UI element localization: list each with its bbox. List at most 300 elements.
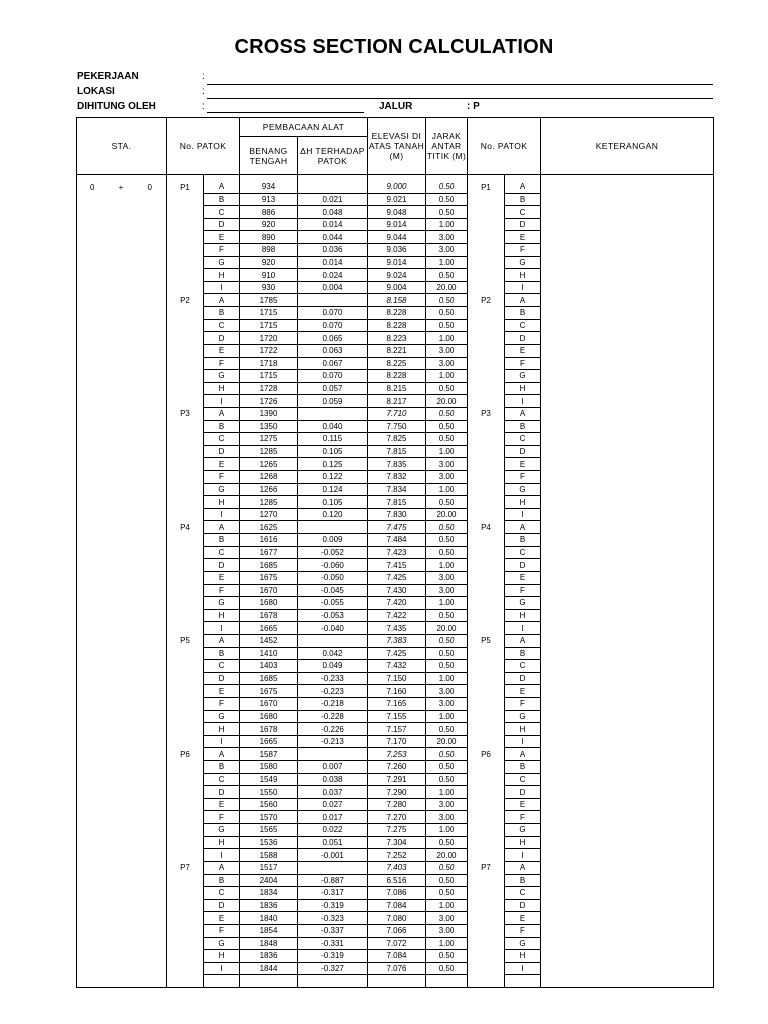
cell-elevasi: 7.425 (368, 571, 426, 584)
cell-keterangan (541, 824, 714, 837)
cell-patok-right (468, 382, 505, 395)
cell-patok-right (468, 672, 505, 685)
col-delta-h: ΔH TERHADAP PATOK (298, 137, 368, 175)
cell-sta (77, 811, 167, 824)
cell-elevasi: 6.516 (368, 874, 426, 887)
cell-benang: 1560 (240, 798, 298, 811)
cell-sta (77, 622, 167, 635)
cell-sta (77, 950, 167, 963)
cell-jarak: 0.50 (426, 634, 468, 647)
cell-benang: 1726 (240, 395, 298, 408)
cell-keterangan (541, 685, 714, 698)
cell-point: B (204, 420, 240, 433)
cell-point-right: E (505, 231, 541, 244)
cell-point: G (204, 937, 240, 950)
cell-patok (167, 496, 204, 509)
table-row (77, 332, 714, 345)
cell-point: F (204, 357, 240, 370)
cell-keterangan (541, 710, 714, 723)
cell-patok (167, 622, 204, 635)
cell-patok-right: P2 (468, 294, 505, 307)
cell-point: I (204, 395, 240, 408)
cell-point-right: C (505, 206, 541, 219)
cell-sta (77, 206, 167, 219)
cell-point: H (204, 609, 240, 622)
cell-patok: P5 (167, 634, 204, 647)
cell-keterangan (541, 395, 714, 408)
cell-benang: 1854 (240, 924, 298, 937)
cell-elevasi: 7.435 (368, 622, 426, 635)
cell-elevasi: 8.221 (368, 344, 426, 357)
cell-patok-right (468, 307, 505, 320)
cell-sta (77, 660, 167, 673)
cell-keterangan (541, 748, 714, 761)
cell-sta (77, 849, 167, 862)
cell-keterangan (541, 660, 714, 673)
cell-sta (77, 924, 167, 937)
col-no-patok: No. PATOK (167, 118, 240, 175)
cell-keterangan (541, 445, 714, 458)
cell-point: I (204, 735, 240, 748)
cell-benang: 1836 (240, 950, 298, 963)
cell-empty (368, 975, 426, 988)
cell-empty (468, 975, 505, 988)
table-row (77, 357, 714, 370)
cell-sta (77, 244, 167, 257)
cell-elevasi: 8.217 (368, 395, 426, 408)
cell-patok-right (468, 496, 505, 509)
cell-benang: 1665 (240, 622, 298, 635)
cell-benang: 1844 (240, 962, 298, 975)
cell-keterangan (541, 483, 714, 496)
cell-empty (505, 975, 541, 988)
cell-patok (167, 332, 204, 345)
cell-sta (77, 445, 167, 458)
cell-benang: 1720 (240, 332, 298, 345)
cell-patok (167, 344, 204, 357)
cell-jarak: 1.00 (426, 370, 468, 383)
table-row (77, 521, 714, 534)
cell-keterangan (541, 962, 714, 975)
cell-point: G (204, 824, 240, 837)
cell-patok-right (468, 912, 505, 925)
cell-sta (77, 697, 167, 710)
cell-benang: 920 (240, 256, 298, 269)
cell-patok (167, 609, 204, 622)
cell-keterangan (541, 937, 714, 950)
cell-benang: 1670 (240, 697, 298, 710)
cross-section-table (76, 117, 714, 988)
cell-benang: 1285 (240, 496, 298, 509)
cell-empty (77, 975, 167, 988)
cell-point: I (204, 281, 240, 294)
cell-empty (167, 975, 204, 988)
cell-point: I (204, 849, 240, 862)
cell-delta: 0.067 (298, 357, 368, 370)
cell-benang: 1285 (240, 445, 298, 458)
cell-jarak: 3.00 (426, 798, 468, 811)
cell-elevasi: 7.086 (368, 887, 426, 900)
cell-sta (77, 584, 167, 597)
cell-keterangan (541, 950, 714, 963)
cell-patok (167, 773, 204, 786)
cell-elevasi: 7.815 (368, 496, 426, 509)
cell-point-right: E (505, 912, 541, 925)
cell-delta: -0.055 (298, 597, 368, 610)
table-row (77, 382, 714, 395)
lokasi-field[interactable] (207, 98, 713, 99)
cell-sta (77, 786, 167, 799)
cell-point-right: A (505, 407, 541, 420)
cell-point: F (204, 244, 240, 257)
cell-elevasi: 7.475 (368, 521, 426, 534)
cell-point: I (204, 508, 240, 521)
cell-patok-right (468, 710, 505, 723)
cell-patok-right (468, 811, 505, 824)
cell-delta (298, 407, 368, 420)
pekerjaan-field[interactable] (207, 84, 713, 85)
cell-benang: 1840 (240, 912, 298, 925)
table-row (77, 407, 714, 420)
cell-patok-right (468, 836, 505, 849)
cell-jarak: 0.50 (426, 181, 468, 193)
cell-patok (167, 256, 204, 269)
table-row (77, 685, 714, 698)
cell-jarak: 0.50 (426, 950, 468, 963)
cell-patok-right (468, 281, 505, 294)
cell-patok (167, 735, 204, 748)
cell-patok-right (468, 256, 505, 269)
cell-elevasi: 7.830 (368, 508, 426, 521)
cell-jarak: 0.50 (426, 609, 468, 622)
cell-delta: 0.017 (298, 811, 368, 824)
cell-delta: -0.218 (298, 697, 368, 710)
table-row (77, 269, 714, 282)
cell-point-right: E (505, 685, 541, 698)
cell-point: E (204, 912, 240, 925)
cell-delta: -0.327 (298, 962, 368, 975)
cell-delta: 0.063 (298, 344, 368, 357)
table-row (77, 395, 714, 408)
cell-jarak: 3.00 (426, 571, 468, 584)
cell-benang: 2404 (240, 874, 298, 887)
cell-sta (77, 294, 167, 307)
cell-point: D (204, 672, 240, 685)
cell-sta (77, 471, 167, 484)
cell-patok-right (468, 798, 505, 811)
cell-elevasi: 9.004 (368, 281, 426, 294)
cell-keterangan (541, 849, 714, 862)
cell-patok-right (468, 218, 505, 231)
cell-point: D (204, 899, 240, 912)
cell-delta: 0.037 (298, 786, 368, 799)
cell-delta: 0.120 (298, 508, 368, 521)
cell-jarak: 0.50 (426, 269, 468, 282)
cell-benang: 1675 (240, 571, 298, 584)
cell-elevasi: 8.228 (368, 370, 426, 383)
cell-delta: 0.070 (298, 307, 368, 320)
cell-patok-right (468, 269, 505, 282)
cell-elevasi: 7.425 (368, 647, 426, 660)
cell-elevasi: 7.423 (368, 546, 426, 559)
cell-sta (77, 937, 167, 950)
cell-delta: 0.049 (298, 660, 368, 673)
cell-point-right: D (505, 218, 541, 231)
cell-benang: 1517 (240, 861, 298, 874)
cell-patok (167, 710, 204, 723)
cell-keterangan (541, 584, 714, 597)
cell-sta (77, 723, 167, 736)
cell-patok (167, 697, 204, 710)
cell-patok: P4 (167, 521, 204, 534)
cell-delta: -0.317 (298, 887, 368, 900)
cell-patok: P2 (167, 294, 204, 307)
cell-point-right: E (505, 571, 541, 584)
cell-benang: 898 (240, 244, 298, 257)
cell-delta: -0.040 (298, 622, 368, 635)
table-row (77, 647, 714, 660)
cell-point-right: B (505, 534, 541, 547)
cell-patok-right (468, 370, 505, 383)
cell-patok (167, 672, 204, 685)
cell-point: A (204, 634, 240, 647)
cell-elevasi: 8.215 (368, 382, 426, 395)
table-row (77, 874, 714, 887)
cell-delta: -0.319 (298, 950, 368, 963)
cell-point: C (204, 433, 240, 446)
cell-delta: 0.065 (298, 332, 368, 345)
cell-point-right: A (505, 181, 541, 193)
cell-benang: 1550 (240, 786, 298, 799)
cell-patok-right (468, 937, 505, 950)
cell-point-right: H (505, 723, 541, 736)
cell-point-right: B (505, 420, 541, 433)
cell-sta (77, 534, 167, 547)
cell-point: E (204, 231, 240, 244)
cell-elevasi: 7.415 (368, 559, 426, 572)
cell-sta (77, 382, 167, 395)
cell-point-right: I (505, 508, 541, 521)
sta-plus: + (118, 182, 124, 192)
cell-elevasi: 7.825 (368, 433, 426, 446)
cell-sta (77, 546, 167, 559)
cell-keterangan (541, 344, 714, 357)
cell-jarak: 0.50 (426, 319, 468, 332)
cell-elevasi: 7.291 (368, 773, 426, 786)
table-row (77, 181, 714, 193)
cell-keterangan (541, 319, 714, 332)
cell-elevasi: 9.044 (368, 231, 426, 244)
cell-patok-right (468, 344, 505, 357)
table-row (77, 256, 714, 269)
cell-delta (298, 294, 368, 307)
pekerjaan-label: PEKERJAAN (77, 71, 139, 82)
cell-elevasi: 8.223 (368, 332, 426, 345)
table-row (77, 861, 714, 874)
cell-elevasi: 7.157 (368, 723, 426, 736)
cell-elevasi: 7.383 (368, 634, 426, 647)
cell-point-right: A (505, 748, 541, 761)
cell-patok-right (468, 231, 505, 244)
cell-keterangan (541, 786, 714, 799)
cell-sta (77, 710, 167, 723)
cell-sta (77, 218, 167, 231)
cell-jarak: 20.00 (426, 395, 468, 408)
cell-benang: 1834 (240, 887, 298, 900)
cell-benang: 1565 (240, 824, 298, 837)
cell-elevasi: 7.160 (368, 685, 426, 698)
cell-jarak: 3.00 (426, 811, 468, 824)
cell-patok-right (468, 786, 505, 799)
cell-patok-right (468, 571, 505, 584)
cell-benang: 1588 (240, 849, 298, 862)
cell-elevasi: 9.014 (368, 256, 426, 269)
cell-sta (77, 748, 167, 761)
cell-point-right: G (505, 597, 541, 610)
cell-sta (77, 458, 167, 471)
cell-point: E (204, 458, 240, 471)
cell-sta (77, 269, 167, 282)
cell-benang: 1275 (240, 433, 298, 446)
cell-delta: 0.042 (298, 647, 368, 660)
cell-patok (167, 836, 204, 849)
table-row (77, 319, 714, 332)
cell-benang: 1677 (240, 546, 298, 559)
cell-benang: 1715 (240, 307, 298, 320)
cell-benang: 1270 (240, 508, 298, 521)
table-row (77, 849, 714, 862)
cell-delta: 0.057 (298, 382, 368, 395)
cell-delta: 0.021 (298, 193, 368, 206)
cell-jarak: 0.50 (426, 534, 468, 547)
table-row (77, 723, 714, 736)
table-row (77, 559, 714, 572)
cell-benang: 1452 (240, 634, 298, 647)
cell-benang: 1350 (240, 420, 298, 433)
cell-elevasi: 7.430 (368, 584, 426, 597)
table-row (77, 231, 714, 244)
cell-jarak: 0.50 (426, 773, 468, 786)
cell-patok-right (468, 950, 505, 963)
cell-sta (77, 319, 167, 332)
table-row (77, 534, 714, 547)
cell-sta (77, 307, 167, 320)
cell-point: A (204, 407, 240, 420)
cell-sta (77, 496, 167, 509)
cell-benang: 934 (240, 181, 298, 193)
cell-point: E (204, 685, 240, 698)
cell-delta (298, 521, 368, 534)
cell-patok (167, 357, 204, 370)
cell-elevasi: 7.275 (368, 824, 426, 837)
cell-benang: 1678 (240, 609, 298, 622)
cell-patok (167, 798, 204, 811)
cell-elevasi: 7.290 (368, 786, 426, 799)
table-row (77, 571, 714, 584)
cell-patok (167, 685, 204, 698)
cell-delta: -0.050 (298, 571, 368, 584)
cell-keterangan (541, 811, 714, 824)
cell-keterangan (541, 887, 714, 900)
cell-sta (77, 521, 167, 534)
cell-benang: 1715 (240, 370, 298, 383)
cell-keterangan (541, 912, 714, 925)
cell-point-right: G (505, 824, 541, 837)
cell-point: B (204, 534, 240, 547)
cell-sta (77, 962, 167, 975)
cell-elevasi: 7.280 (368, 798, 426, 811)
cell-point: B (204, 761, 240, 774)
cell-point: H (204, 269, 240, 282)
cell-patok-right (468, 546, 505, 559)
cell-point-right: C (505, 887, 541, 900)
cell-patok-right (468, 244, 505, 257)
cell-patok-right (468, 761, 505, 774)
cell-patok (167, 382, 204, 395)
cell-patok (167, 849, 204, 862)
cell-jarak: 0.50 (426, 748, 468, 761)
cell-jarak: 0.50 (426, 382, 468, 395)
cell-delta: 0.048 (298, 206, 368, 219)
cell-point: I (204, 622, 240, 635)
cell-empty (426, 975, 468, 988)
cell-benang: 1670 (240, 584, 298, 597)
cell-delta: -0.233 (298, 672, 368, 685)
cell-sta (77, 407, 167, 420)
cell-elevasi: 7.072 (368, 937, 426, 950)
cell-point-right: B (505, 307, 541, 320)
cell-patok-right (468, 332, 505, 345)
cell-sta (77, 887, 167, 900)
cell-point: A (204, 861, 240, 874)
cell-jarak: 1.00 (426, 937, 468, 950)
cell-benang: 1715 (240, 319, 298, 332)
cell-jarak: 1.00 (426, 332, 468, 345)
cell-jarak: 20.00 (426, 281, 468, 294)
cell-benang: 930 (240, 281, 298, 294)
cell-benang: 1678 (240, 723, 298, 736)
cell-patok-right (468, 899, 505, 912)
cell-elevasi: 9.024 (368, 269, 426, 282)
cell-point: C (204, 206, 240, 219)
cell-patok (167, 395, 204, 408)
cell-keterangan (541, 307, 714, 320)
cell-delta: -0.226 (298, 723, 368, 736)
cell-benang: 1616 (240, 534, 298, 547)
cell-jarak: 0.50 (426, 294, 468, 307)
dihitung-field[interactable] (207, 112, 364, 113)
cell-keterangan (541, 874, 714, 887)
table-row (77, 496, 714, 509)
cell-jarak: 1.00 (426, 899, 468, 912)
cell-patok-right: P1 (468, 181, 505, 193)
cell-point: H (204, 723, 240, 736)
table-row (77, 445, 714, 458)
cell-patok (167, 899, 204, 912)
cell-point: D (204, 332, 240, 345)
cell-sta (77, 836, 167, 849)
cell-point-right: H (505, 950, 541, 963)
cell-patok (167, 912, 204, 925)
sta-b: 0 (147, 182, 152, 192)
cell-delta: -0.323 (298, 912, 368, 925)
cell-point-right: C (505, 433, 541, 446)
table-row (77, 471, 714, 484)
cell-patok-right (468, 584, 505, 597)
cell-point-right: G (505, 256, 541, 269)
cell-patok (167, 950, 204, 963)
cell-patok (167, 811, 204, 824)
